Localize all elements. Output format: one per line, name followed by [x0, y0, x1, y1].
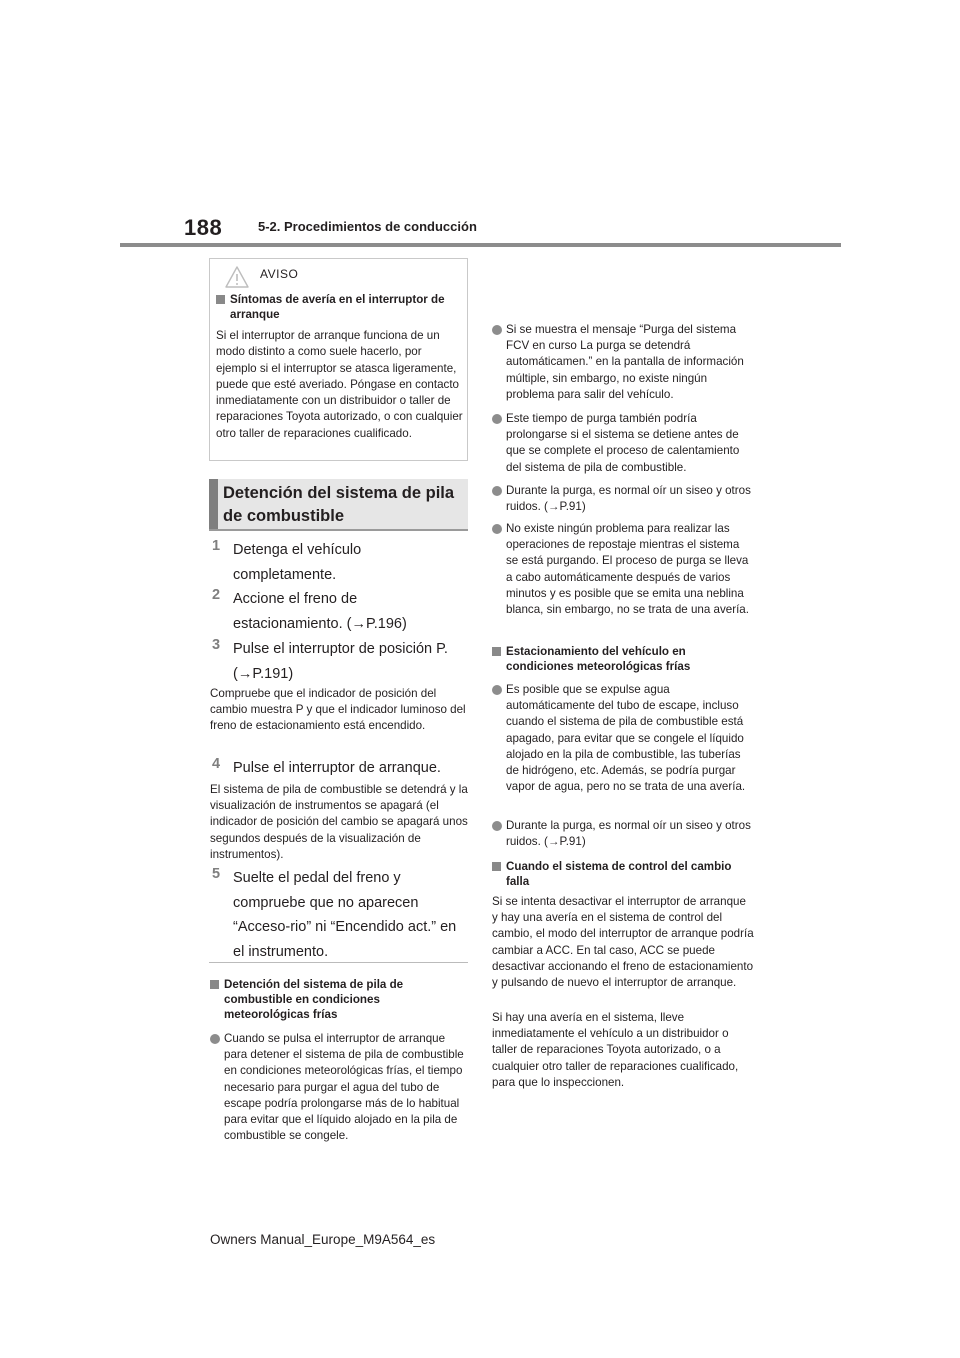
parking-heading-text: Estacionamiento del vehículo en condiciones meteorológicas frías — [506, 645, 691, 673]
step-1 — [212, 538, 468, 588]
step-3 — [212, 637, 468, 687]
cold-bullet-5 — [492, 521, 754, 618]
round-bullet-icon — [492, 821, 502, 831]
step-text: Pulse el interruptor de posición P. (→P.191) — [233, 641, 448, 682]
round-bullet-icon — [492, 486, 502, 496]
cold-bullet-1 — [210, 1031, 468, 1144]
square-bullet-icon — [492, 647, 501, 656]
heading-accent-bar — [209, 479, 218, 529]
warning-heading — [216, 292, 462, 322]
step-text: Pulse el interruptor de arranque. — [233, 760, 441, 776]
shift-paragraph-1: Si se intenta desactivar el interruptor de arranque y hay una avería en el sistema de control del cambio, el modo del interruptor de arranque podría cambiar a ACC. En tal caso, ACC se puede desactivar accionando el freno de estacionamiento y pulsando de nuevo el interruptor de arranque. — [492, 895, 754, 990]
parking-bullet-1 — [492, 682, 754, 795]
step-number: 4 — [212, 756, 221, 772]
shift-heading-text: Cuando el sistema de control del cambio falla — [506, 860, 732, 888]
step-text: Detenga el vehículo completamente. — [233, 542, 362, 583]
round-bullet-icon — [492, 524, 502, 534]
warning-box — [209, 258, 468, 461]
shift-heading — [492, 859, 754, 889]
square-bullet-icon — [210, 980, 219, 989]
step-5 — [212, 866, 468, 960]
round-bullet-icon — [492, 414, 502, 424]
section-heading — [209, 479, 468, 531]
cold-bullet-3 — [492, 411, 754, 476]
step-2 — [212, 587, 468, 637]
bullet-text: Durante la purga, es normal oír un siseo y otros ruidos. (→P.91) — [506, 819, 751, 849]
parking-bullet-2 — [492, 818, 754, 850]
bullet-text: Si se muestra el mensaje “Purga del sistema FCV en curso La purga se detendrá automáticamen.” en la pantalla de información múltiple, sin embargo, no existe ningún problema para salir del vehículo. — [506, 323, 744, 401]
step-number: 1 — [212, 538, 221, 554]
bullet-text: Es posible que se expulse agua automáticamente del tubo de escape, incluso cuando el sistema de pila de combustible está apagado, para evitar que se congele el líquido alojado en la pila de combustible, las tuberías de hidrógeno, etc. Además, se podría purgar vapor de agua, pero no se trata de una avería. — [506, 683, 746, 794]
bullet-text: Durante la purga, es normal oír un siseo y otros ruidos. (→P.91) — [506, 484, 751, 514]
round-bullet-icon — [492, 685, 502, 695]
round-bullet-icon — [492, 325, 502, 335]
square-bullet-icon — [216, 295, 225, 304]
step-4-note: El sistema de pila de combustible se detendrá y la visualización de instrumentos se apagará (el indicador de posición del cambio se apagará unos segundos después de la visualización de instrumentos). — [210, 783, 468, 861]
square-bullet-icon — [492, 862, 501, 871]
divider — [209, 962, 468, 963]
warning-heading-text: Síntomas de avería en el interruptor de arranque — [230, 293, 445, 321]
step-text: Suelte el pedal del freno y compruebe que no aparecen “Acceso-rio” ni “Encendido act.” en el instrumento. — [233, 870, 457, 960]
bullet-text: No existe ningún problema para realizar las operaciones de repostaje mientras el sistema se está purgando. El proceso de purga se lleva a cabo automáticamente después de varios minutos y es posible que se emita una neblina blanca, sin embargo, no se trata de una avería. — [506, 522, 749, 617]
bullet-text: Cuando se pulsa el interruptor de arranque para detener el sistema de pila de combustible en condiciones meteorológicas frías, el tiempo necesario para purgar el agua del tubo de escape podría prolongarse más de lo habitual para evitar que el líquido alojado en la pila de combustible se congele. — [224, 1032, 464, 1143]
step-number: 5 — [212, 866, 221, 882]
step-3-note: Compruebe que el indicador de posición del cambio muestra P y que el indicador luminoso del freno de estacionamiento está encendido. — [210, 687, 466, 733]
section-title: 5-2. Procedimientos de conducción — [258, 219, 477, 234]
header-rule — [120, 243, 841, 247]
cold-bullet-2 — [492, 322, 754, 403]
footer-doc-id: Owners Manual_Europe_M9A564_es — [210, 1232, 436, 1247]
warning-triangle-icon — [224, 265, 250, 289]
step-4 — [212, 756, 468, 782]
page-number: 188 — [184, 215, 223, 240]
warning-body: Si el interruptor de arranque funciona de un modo distinto a como suele hacerlo, por ejemplo si el interruptor se atasca ligeramente, puede que esté averiado. Póngase en contacto inmediatamente con un distribuidor o taller de reparaciones Toyota autorizado, o con cualquier otro taller de reparaciones cualificado. — [216, 329, 463, 440]
cold-bullet-4 — [492, 483, 754, 515]
cold-heading — [210, 977, 468, 1022]
warning-label: AVISO — [260, 267, 299, 281]
section-heading-text: Detención del sistema de pila de combustible — [223, 484, 455, 525]
bullet-text: Este tiempo de purga también podría prolongarse si el sistema se detiene antes de que se complete el proceso de calentamiento del sistema de pila de combustible. — [506, 412, 740, 474]
step-number: 2 — [212, 587, 221, 603]
shift-paragraph-2: Si hay una avería en el sistema, lleve inmediatamente el vehículo a un distribuidor o taller de reparaciones Toyota autorizado, o a cualquier otro taller de reparaciones cualificado, para que lo inspeccionen. — [492, 1011, 739, 1089]
step-text: Accione el freno de estacionamiento. (→P.196) — [233, 591, 407, 632]
round-bullet-icon — [210, 1034, 220, 1044]
parking-heading — [492, 644, 754, 674]
cold-heading-text: Detención del sistema de pila de combustible en condiciones meteorológicas frías — [224, 978, 404, 1021]
step-number: 3 — [212, 637, 221, 653]
